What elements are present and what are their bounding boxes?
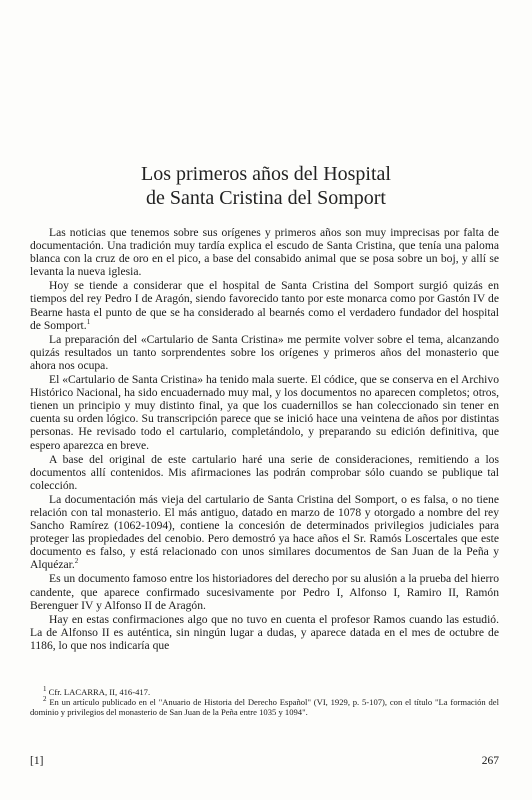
footnote-1 — [30, 687, 499, 697]
paragraph-4: El «Cartulario de Santa Cristina» ha tenido mala suerte. El códice, que se conserva en el Archivo Histórico Nacional, ha sido encuadernado muy mal, y los documentos no aparecen completos; otros, tienen un principio y muy distinto final, ya que los cuadernillos se han coleccionado sin tener en cuenta su orden lógico. Su transcripción parece que se inició hace una veintena de años por distintas personas. He revisado todo el cartulario, completándolo, y preparando su edición definitiva, que espero aparezca en breve. — [30, 373, 499, 452]
paragraph-6 — [30, 493, 499, 572]
paragraph-2-text: Hoy se tiende a considerar que el hospital de Santa Cristina del Somport surgió quizás en tiempos del rey Pedro I de Aragón, siendo favorecido tanto por este monarca como por Gastón IV de Bearne hasta el punto de que se ha considerado al bearnés como el verdadero fundador del hospital de Somport. — [30, 279, 499, 332]
paragraph-6-text: La documentación más vieja del cartulario de Santa Cristina del Somport, o es falsa, o no tiene relación con tal monasterio. El más antiguo, datado en marzo de 1078 y otorgado a nombre del rey Sancho Ramírez (1062-1094), contiene la concesión de determinados privilegios judiciales para proteger las propiedades del cenobio. Pero demostró ya hace años el Sr. Ramós Loscertales que este documento es falso, y está relacionado con unos similares documentos de San Juan de la Peña y Alquézar. — [30, 492, 499, 572]
footnote-1-marker: 1 — [43, 685, 47, 694]
page-number: 267 — [481, 755, 499, 767]
paragraph-2 — [30, 279, 499, 331]
footnotes — [30, 687, 499, 717]
paragraph-3: La preparación del «Cartulario de Santa Cristina» me permite volver sobre el tema, alcanzando quizás resultados un tanto sorprendentes sobre los orígenes y primeros años del monasterio que ahora nos ocupa. — [30, 332, 499, 372]
title-line-1: Los primeros años del Hospital — [141, 163, 391, 185]
body-text — [30, 226, 499, 653]
footnote-2-text: En un artículo publicado en el "Anuario de Historia del Derecho Español" (VI, 1929, p. 5-107), con el título "La formación del dominio y privilegios del monasterio de San Juan de la Peña entre 1035 y 1094". — [30, 697, 500, 717]
paragraph-8: Hay en estas confirmaciones algo que no tuvo en cuenta el profesor Ramos cuando las estudió. La de Alfonso II es auténtica, sin ningún lugar a dudas, y aparece datada en el mes de octubre de 1186, lo que nos indicaría que — [30, 612, 499, 652]
article-title — [0, 162, 532, 210]
paragraph-5: A base del original de este cartulario haré una serie de consideraciones, remitiendo a los documentos allí contenidos. Mis afirmaciones las podrán comprobar sólo cuando se publique tal colección. — [30, 452, 499, 492]
footer-section-marker: [1] — [30, 755, 44, 767]
title-line-2: de Santa Cristina del Somport — [146, 187, 386, 209]
footnote-2-marker: 2 — [43, 695, 47, 704]
footnote-marker-2: 2 — [74, 557, 79, 566]
footnote-marker-1: 1 — [86, 317, 91, 326]
paragraph-7: Es un documento famoso entre los historiadores del derecho por su alusión a la prueba del hierro candente, que aparece confirmado sucesivamente por Pedro I, Alfonso I, Ramiro II, Ramón Berenguer IV y Alfonso II de Aragón. — [30, 572, 499, 612]
footnote-2 — [30, 697, 499, 717]
footnote-1-text: Cfr. LACARRA, II, 416-417. — [48, 687, 151, 697]
paragraph-1: Las noticias que tenemos sobre sus orígenes y primeros años son muy imprecisas por falta de documentación. Una tradición muy tardía explica el escudo de Santa Cristina, que tenía una paloma blanca con la cruz de oro en el pico, a base del consabido animal que se posa sobre un boj, y allí se levanta la nueva iglesia. — [30, 226, 499, 279]
